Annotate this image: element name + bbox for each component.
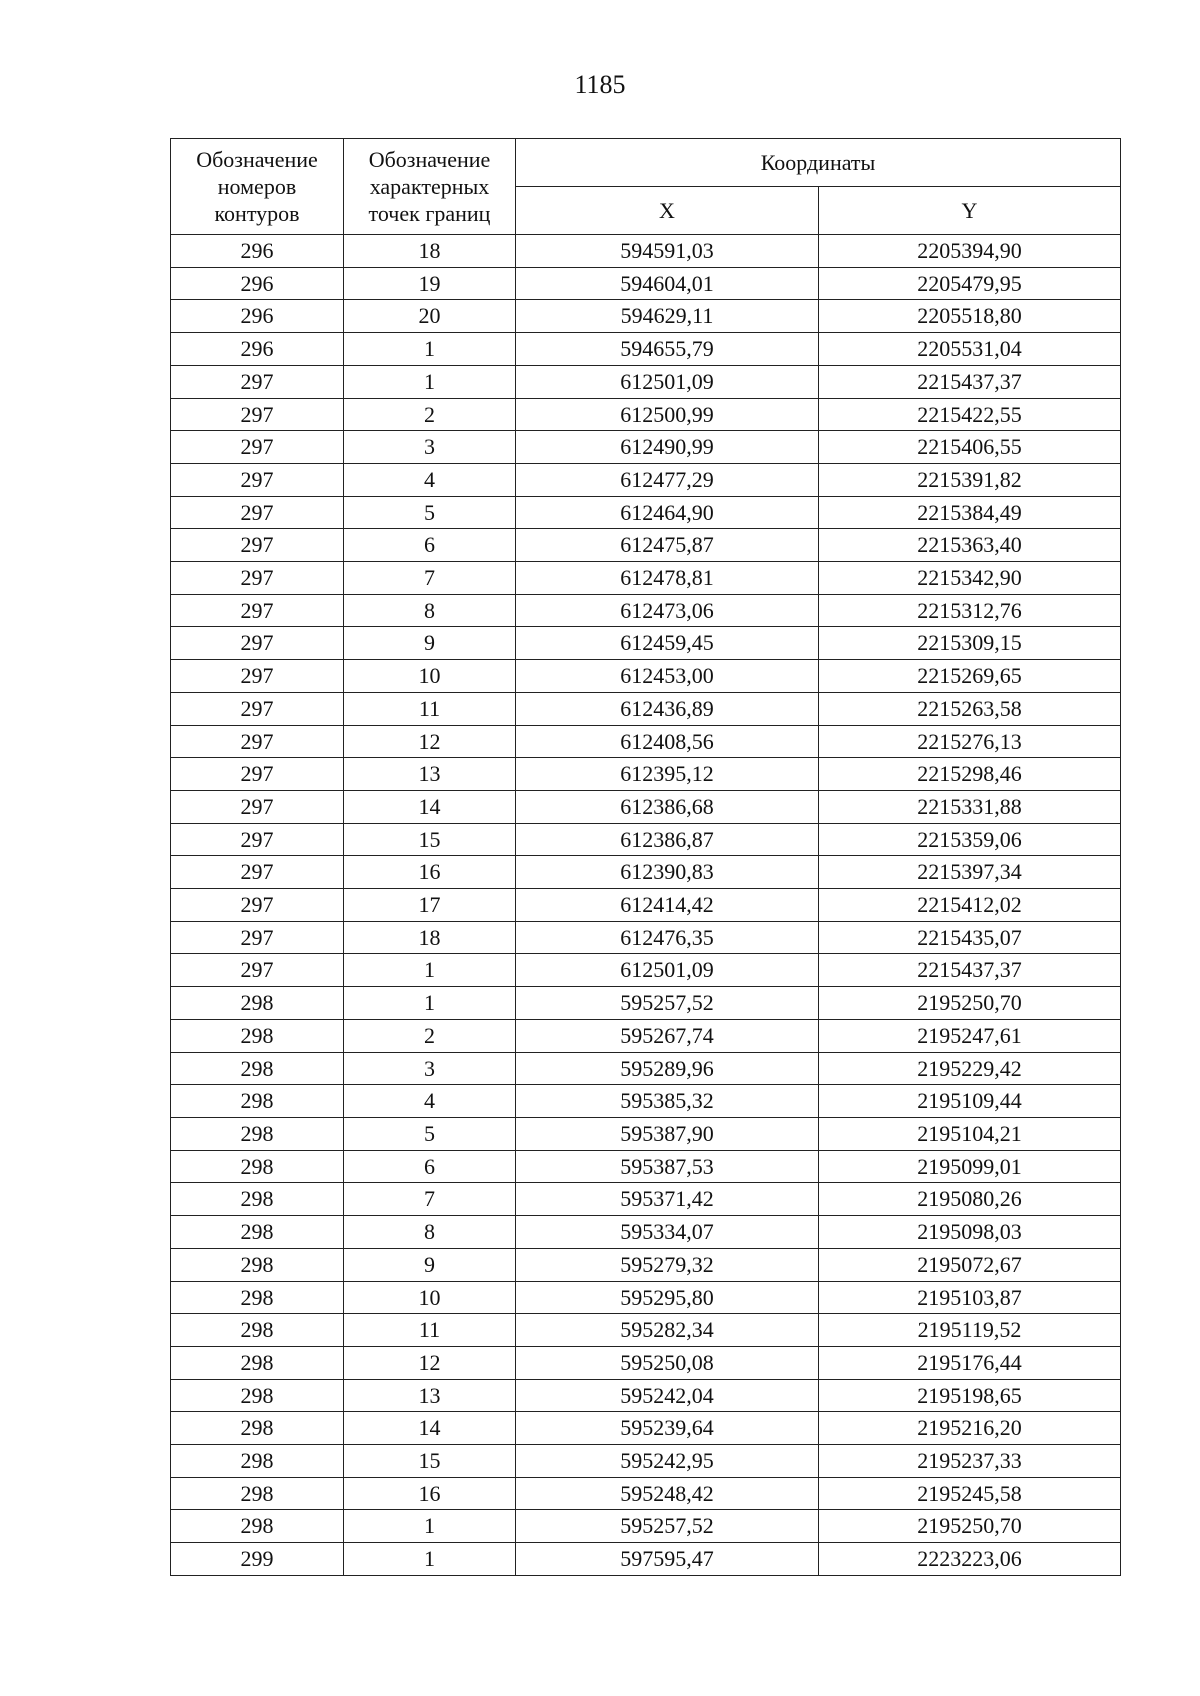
contour-number-cell: 297 bbox=[171, 496, 344, 529]
x-coordinate-cell: 612459,45 bbox=[516, 627, 819, 660]
table-row bbox=[171, 987, 1121, 1020]
point-number-cell: 13 bbox=[344, 1379, 516, 1412]
table-row bbox=[171, 692, 1121, 725]
point-number-cell: 10 bbox=[344, 660, 516, 693]
contour-number-cell: 296 bbox=[171, 300, 344, 333]
x-coordinate-cell: 612386,68 bbox=[516, 790, 819, 823]
contour-number-cell: 298 bbox=[171, 1248, 344, 1281]
contour-number-cell: 297 bbox=[171, 954, 344, 987]
table-row bbox=[171, 365, 1121, 398]
contour-number-cell: 298 bbox=[171, 1085, 344, 1118]
y-coordinate-cell: 2195104,21 bbox=[819, 1117, 1121, 1150]
contour-number-cell: 297 bbox=[171, 660, 344, 693]
point-number-cell: 3 bbox=[344, 431, 516, 464]
point-number-cell: 5 bbox=[344, 1117, 516, 1150]
contour-number-cell: 298 bbox=[171, 1183, 344, 1216]
x-coordinate-cell: 595267,74 bbox=[516, 1019, 819, 1052]
table-row bbox=[171, 1019, 1121, 1052]
x-coordinate-cell: 612464,90 bbox=[516, 496, 819, 529]
contour-number-cell: 296 bbox=[171, 235, 344, 268]
y-coordinate-cell: 2215342,90 bbox=[819, 562, 1121, 595]
contour-number-cell: 297 bbox=[171, 823, 344, 856]
y-coordinate-cell: 2195176,44 bbox=[819, 1346, 1121, 1379]
y-coordinate-cell: 2215331,88 bbox=[819, 790, 1121, 823]
y-coordinate-cell: 2215312,76 bbox=[819, 594, 1121, 627]
x-coordinate-cell: 594591,03 bbox=[516, 235, 819, 268]
header-y: Y bbox=[819, 187, 1121, 235]
point-number-cell: 15 bbox=[344, 823, 516, 856]
header-x: X bbox=[516, 187, 819, 235]
y-coordinate-cell: 2215269,65 bbox=[819, 660, 1121, 693]
contour-number-cell: 298 bbox=[171, 1150, 344, 1183]
table-row bbox=[171, 529, 1121, 562]
table-row bbox=[171, 889, 1121, 922]
table-row bbox=[171, 562, 1121, 595]
y-coordinate-cell: 2215298,46 bbox=[819, 758, 1121, 791]
y-coordinate-cell: 2215437,37 bbox=[819, 954, 1121, 987]
y-coordinate-cell: 2215263,58 bbox=[819, 692, 1121, 725]
table-row bbox=[171, 398, 1121, 431]
y-coordinate-cell: 2215437,37 bbox=[819, 365, 1121, 398]
x-coordinate-cell: 594604,01 bbox=[516, 267, 819, 300]
contour-number-cell: 297 bbox=[171, 692, 344, 725]
table-row bbox=[171, 1510, 1121, 1543]
x-coordinate-cell: 595279,32 bbox=[516, 1248, 819, 1281]
point-number-cell: 1 bbox=[344, 987, 516, 1020]
y-coordinate-cell: 2215276,13 bbox=[819, 725, 1121, 758]
point-number-cell: 6 bbox=[344, 529, 516, 562]
table-row bbox=[171, 921, 1121, 954]
table-row bbox=[171, 235, 1121, 268]
table-row bbox=[171, 1543, 1121, 1576]
point-number-cell: 14 bbox=[344, 1412, 516, 1445]
point-number-cell: 1 bbox=[344, 333, 516, 366]
y-coordinate-cell: 2195119,52 bbox=[819, 1314, 1121, 1347]
contour-number-cell: 298 bbox=[171, 1477, 344, 1510]
table-row bbox=[171, 1412, 1121, 1445]
contour-number-cell: 297 bbox=[171, 725, 344, 758]
y-coordinate-cell: 2215435,07 bbox=[819, 921, 1121, 954]
table-row bbox=[171, 300, 1121, 333]
table-row bbox=[171, 823, 1121, 856]
x-coordinate-cell: 612478,81 bbox=[516, 562, 819, 595]
y-coordinate-cell: 2195216,20 bbox=[819, 1412, 1121, 1445]
x-coordinate-cell: 595295,80 bbox=[516, 1281, 819, 1314]
y-coordinate-cell: 2215397,34 bbox=[819, 856, 1121, 889]
contour-number-cell: 297 bbox=[171, 889, 344, 922]
point-number-cell: 12 bbox=[344, 725, 516, 758]
x-coordinate-cell: 612476,35 bbox=[516, 921, 819, 954]
contour-number-cell: 297 bbox=[171, 365, 344, 398]
x-coordinate-cell: 595239,64 bbox=[516, 1412, 819, 1445]
x-coordinate-cell: 594655,79 bbox=[516, 333, 819, 366]
point-number-cell: 2 bbox=[344, 398, 516, 431]
point-number-cell: 15 bbox=[344, 1445, 516, 1478]
y-coordinate-cell: 2215309,15 bbox=[819, 627, 1121, 660]
header-contour-numbers: Обозначение номеров контуров bbox=[171, 139, 344, 235]
y-coordinate-cell: 2215422,55 bbox=[819, 398, 1121, 431]
y-coordinate-cell: 2195245,58 bbox=[819, 1477, 1121, 1510]
x-coordinate-cell: 595387,53 bbox=[516, 1150, 819, 1183]
x-coordinate-cell: 612386,87 bbox=[516, 823, 819, 856]
x-coordinate-cell: 612473,06 bbox=[516, 594, 819, 627]
table-row bbox=[171, 1052, 1121, 1085]
table-row bbox=[171, 1085, 1121, 1118]
contour-number-cell: 298 bbox=[171, 1314, 344, 1347]
header-coordinates: Координаты bbox=[516, 139, 1121, 187]
point-number-cell: 6 bbox=[344, 1150, 516, 1183]
x-coordinate-cell: 612475,87 bbox=[516, 529, 819, 562]
point-number-cell: 8 bbox=[344, 594, 516, 627]
y-coordinate-cell: 2195072,67 bbox=[819, 1248, 1121, 1281]
contour-number-cell: 297 bbox=[171, 594, 344, 627]
y-coordinate-cell: 2215406,55 bbox=[819, 431, 1121, 464]
page-number: 1185 bbox=[574, 70, 626, 99]
table-row bbox=[171, 1314, 1121, 1347]
y-coordinate-cell: 2195103,87 bbox=[819, 1281, 1121, 1314]
table-row bbox=[171, 725, 1121, 758]
x-coordinate-cell: 612414,42 bbox=[516, 889, 819, 922]
point-number-cell: 9 bbox=[344, 627, 516, 660]
x-coordinate-cell: 595289,96 bbox=[516, 1052, 819, 1085]
point-number-cell: 16 bbox=[344, 856, 516, 889]
contour-number-cell: 299 bbox=[171, 1543, 344, 1576]
point-number-cell: 7 bbox=[344, 1183, 516, 1216]
point-number-cell: 9 bbox=[344, 1248, 516, 1281]
contour-number-cell: 297 bbox=[171, 562, 344, 595]
y-coordinate-cell: 2223223,06 bbox=[819, 1543, 1121, 1576]
y-coordinate-cell: 2195250,70 bbox=[819, 1510, 1121, 1543]
point-number-cell: 2 bbox=[344, 1019, 516, 1052]
table-row bbox=[171, 1248, 1121, 1281]
table-row bbox=[171, 463, 1121, 496]
x-coordinate-cell: 612390,83 bbox=[516, 856, 819, 889]
table-row bbox=[171, 431, 1121, 464]
contour-number-cell: 298 bbox=[171, 987, 344, 1020]
contour-number-cell: 297 bbox=[171, 431, 344, 464]
x-coordinate-cell: 597595,47 bbox=[516, 1543, 819, 1576]
point-number-cell: 19 bbox=[344, 267, 516, 300]
x-coordinate-cell: 595334,07 bbox=[516, 1216, 819, 1249]
table-row bbox=[171, 1346, 1121, 1379]
y-coordinate-cell: 2205479,95 bbox=[819, 267, 1121, 300]
x-coordinate-cell: 595242,04 bbox=[516, 1379, 819, 1412]
contour-number-cell: 298 bbox=[171, 1412, 344, 1445]
table-row bbox=[171, 1117, 1121, 1150]
y-coordinate-cell: 2195099,01 bbox=[819, 1150, 1121, 1183]
coordinates-table bbox=[170, 138, 1121, 1576]
point-number-cell: 17 bbox=[344, 889, 516, 922]
point-number-cell: 3 bbox=[344, 1052, 516, 1085]
contour-number-cell: 298 bbox=[171, 1281, 344, 1314]
contour-number-cell: 297 bbox=[171, 463, 344, 496]
y-coordinate-cell: 2195250,70 bbox=[819, 987, 1121, 1020]
x-coordinate-cell: 595385,32 bbox=[516, 1085, 819, 1118]
point-number-cell: 18 bbox=[344, 921, 516, 954]
contour-number-cell: 297 bbox=[171, 856, 344, 889]
y-coordinate-cell: 2215391,82 bbox=[819, 463, 1121, 496]
x-coordinate-cell: 612490,99 bbox=[516, 431, 819, 464]
header-boundary-points: Обозначение характерных точек границ bbox=[344, 139, 516, 235]
contour-number-cell: 298 bbox=[171, 1510, 344, 1543]
y-coordinate-cell: 2205518,80 bbox=[819, 300, 1121, 333]
y-coordinate-cell: 2195098,03 bbox=[819, 1216, 1121, 1249]
point-number-cell: 10 bbox=[344, 1281, 516, 1314]
y-coordinate-cell: 2215412,02 bbox=[819, 889, 1121, 922]
table-row bbox=[171, 660, 1121, 693]
contour-number-cell: 298 bbox=[171, 1346, 344, 1379]
table-row bbox=[171, 267, 1121, 300]
x-coordinate-cell: 612477,29 bbox=[516, 463, 819, 496]
table-row bbox=[171, 856, 1121, 889]
table-row bbox=[171, 790, 1121, 823]
x-coordinate-cell: 595242,95 bbox=[516, 1445, 819, 1478]
table-row bbox=[171, 333, 1121, 366]
contour-number-cell: 296 bbox=[171, 333, 344, 366]
x-coordinate-cell: 595371,42 bbox=[516, 1183, 819, 1216]
x-coordinate-cell: 595387,90 bbox=[516, 1117, 819, 1150]
contour-number-cell: 297 bbox=[171, 758, 344, 791]
point-number-cell: 13 bbox=[344, 758, 516, 791]
contour-number-cell: 297 bbox=[171, 398, 344, 431]
point-number-cell: 4 bbox=[344, 1085, 516, 1118]
x-coordinate-cell: 594629,11 bbox=[516, 300, 819, 333]
point-number-cell: 5 bbox=[344, 496, 516, 529]
point-number-cell: 8 bbox=[344, 1216, 516, 1249]
table-row bbox=[171, 1477, 1121, 1510]
y-coordinate-cell: 2205394,90 bbox=[819, 235, 1121, 268]
y-coordinate-cell: 2195198,65 bbox=[819, 1379, 1121, 1412]
x-coordinate-cell: 612395,12 bbox=[516, 758, 819, 791]
x-coordinate-cell: 612501,09 bbox=[516, 365, 819, 398]
y-coordinate-cell: 2195080,26 bbox=[819, 1183, 1121, 1216]
point-number-cell: 1 bbox=[344, 1543, 516, 1576]
table-row bbox=[171, 1183, 1121, 1216]
x-coordinate-cell: 612408,56 bbox=[516, 725, 819, 758]
y-coordinate-cell: 2195247,61 bbox=[819, 1019, 1121, 1052]
table-row bbox=[171, 1281, 1121, 1314]
y-coordinate-cell: 2205531,04 bbox=[819, 333, 1121, 366]
y-coordinate-cell: 2195237,33 bbox=[819, 1445, 1121, 1478]
contour-number-cell: 298 bbox=[171, 1052, 344, 1085]
contour-number-cell: 298 bbox=[171, 1117, 344, 1150]
x-coordinate-cell: 595250,08 bbox=[516, 1346, 819, 1379]
x-coordinate-cell: 595257,52 bbox=[516, 1510, 819, 1543]
point-number-cell: 11 bbox=[344, 1314, 516, 1347]
table-row bbox=[171, 496, 1121, 529]
point-number-cell: 11 bbox=[344, 692, 516, 725]
contour-number-cell: 297 bbox=[171, 627, 344, 660]
x-coordinate-cell: 612501,09 bbox=[516, 954, 819, 987]
table-row bbox=[171, 1379, 1121, 1412]
contour-number-cell: 298 bbox=[171, 1379, 344, 1412]
table-row bbox=[171, 758, 1121, 791]
table-row bbox=[171, 1445, 1121, 1478]
x-coordinate-cell: 595248,42 bbox=[516, 1477, 819, 1510]
point-number-cell: 18 bbox=[344, 235, 516, 268]
x-coordinate-cell: 612453,00 bbox=[516, 660, 819, 693]
point-number-cell: 1 bbox=[344, 954, 516, 987]
point-number-cell: 14 bbox=[344, 790, 516, 823]
x-coordinate-cell: 612500,99 bbox=[516, 398, 819, 431]
table-row bbox=[171, 1150, 1121, 1183]
table-body bbox=[171, 235, 1121, 1576]
table-row bbox=[171, 1216, 1121, 1249]
contour-number-cell: 298 bbox=[171, 1445, 344, 1478]
y-coordinate-cell: 2215359,06 bbox=[819, 823, 1121, 856]
x-coordinate-cell: 612436,89 bbox=[516, 692, 819, 725]
point-number-cell: 1 bbox=[344, 1510, 516, 1543]
contour-number-cell: 297 bbox=[171, 790, 344, 823]
point-number-cell: 7 bbox=[344, 562, 516, 595]
y-coordinate-cell: 2215363,40 bbox=[819, 529, 1121, 562]
point-number-cell: 16 bbox=[344, 1477, 516, 1510]
y-coordinate-cell: 2215384,49 bbox=[819, 496, 1121, 529]
point-number-cell: 20 bbox=[344, 300, 516, 333]
y-coordinate-cell: 2195109,44 bbox=[819, 1085, 1121, 1118]
point-number-cell: 4 bbox=[344, 463, 516, 496]
table-row bbox=[171, 954, 1121, 987]
contour-number-cell: 298 bbox=[171, 1216, 344, 1249]
point-number-cell: 12 bbox=[344, 1346, 516, 1379]
point-number-cell: 1 bbox=[344, 365, 516, 398]
x-coordinate-cell: 595257,52 bbox=[516, 987, 819, 1020]
contour-number-cell: 298 bbox=[171, 1019, 344, 1052]
contour-number-cell: 297 bbox=[171, 529, 344, 562]
contour-number-cell: 297 bbox=[171, 921, 344, 954]
y-coordinate-cell: 2195229,42 bbox=[819, 1052, 1121, 1085]
table-row bbox=[171, 594, 1121, 627]
contour-number-cell: 296 bbox=[171, 267, 344, 300]
table-row bbox=[171, 627, 1121, 660]
x-coordinate-cell: 595282,34 bbox=[516, 1314, 819, 1347]
